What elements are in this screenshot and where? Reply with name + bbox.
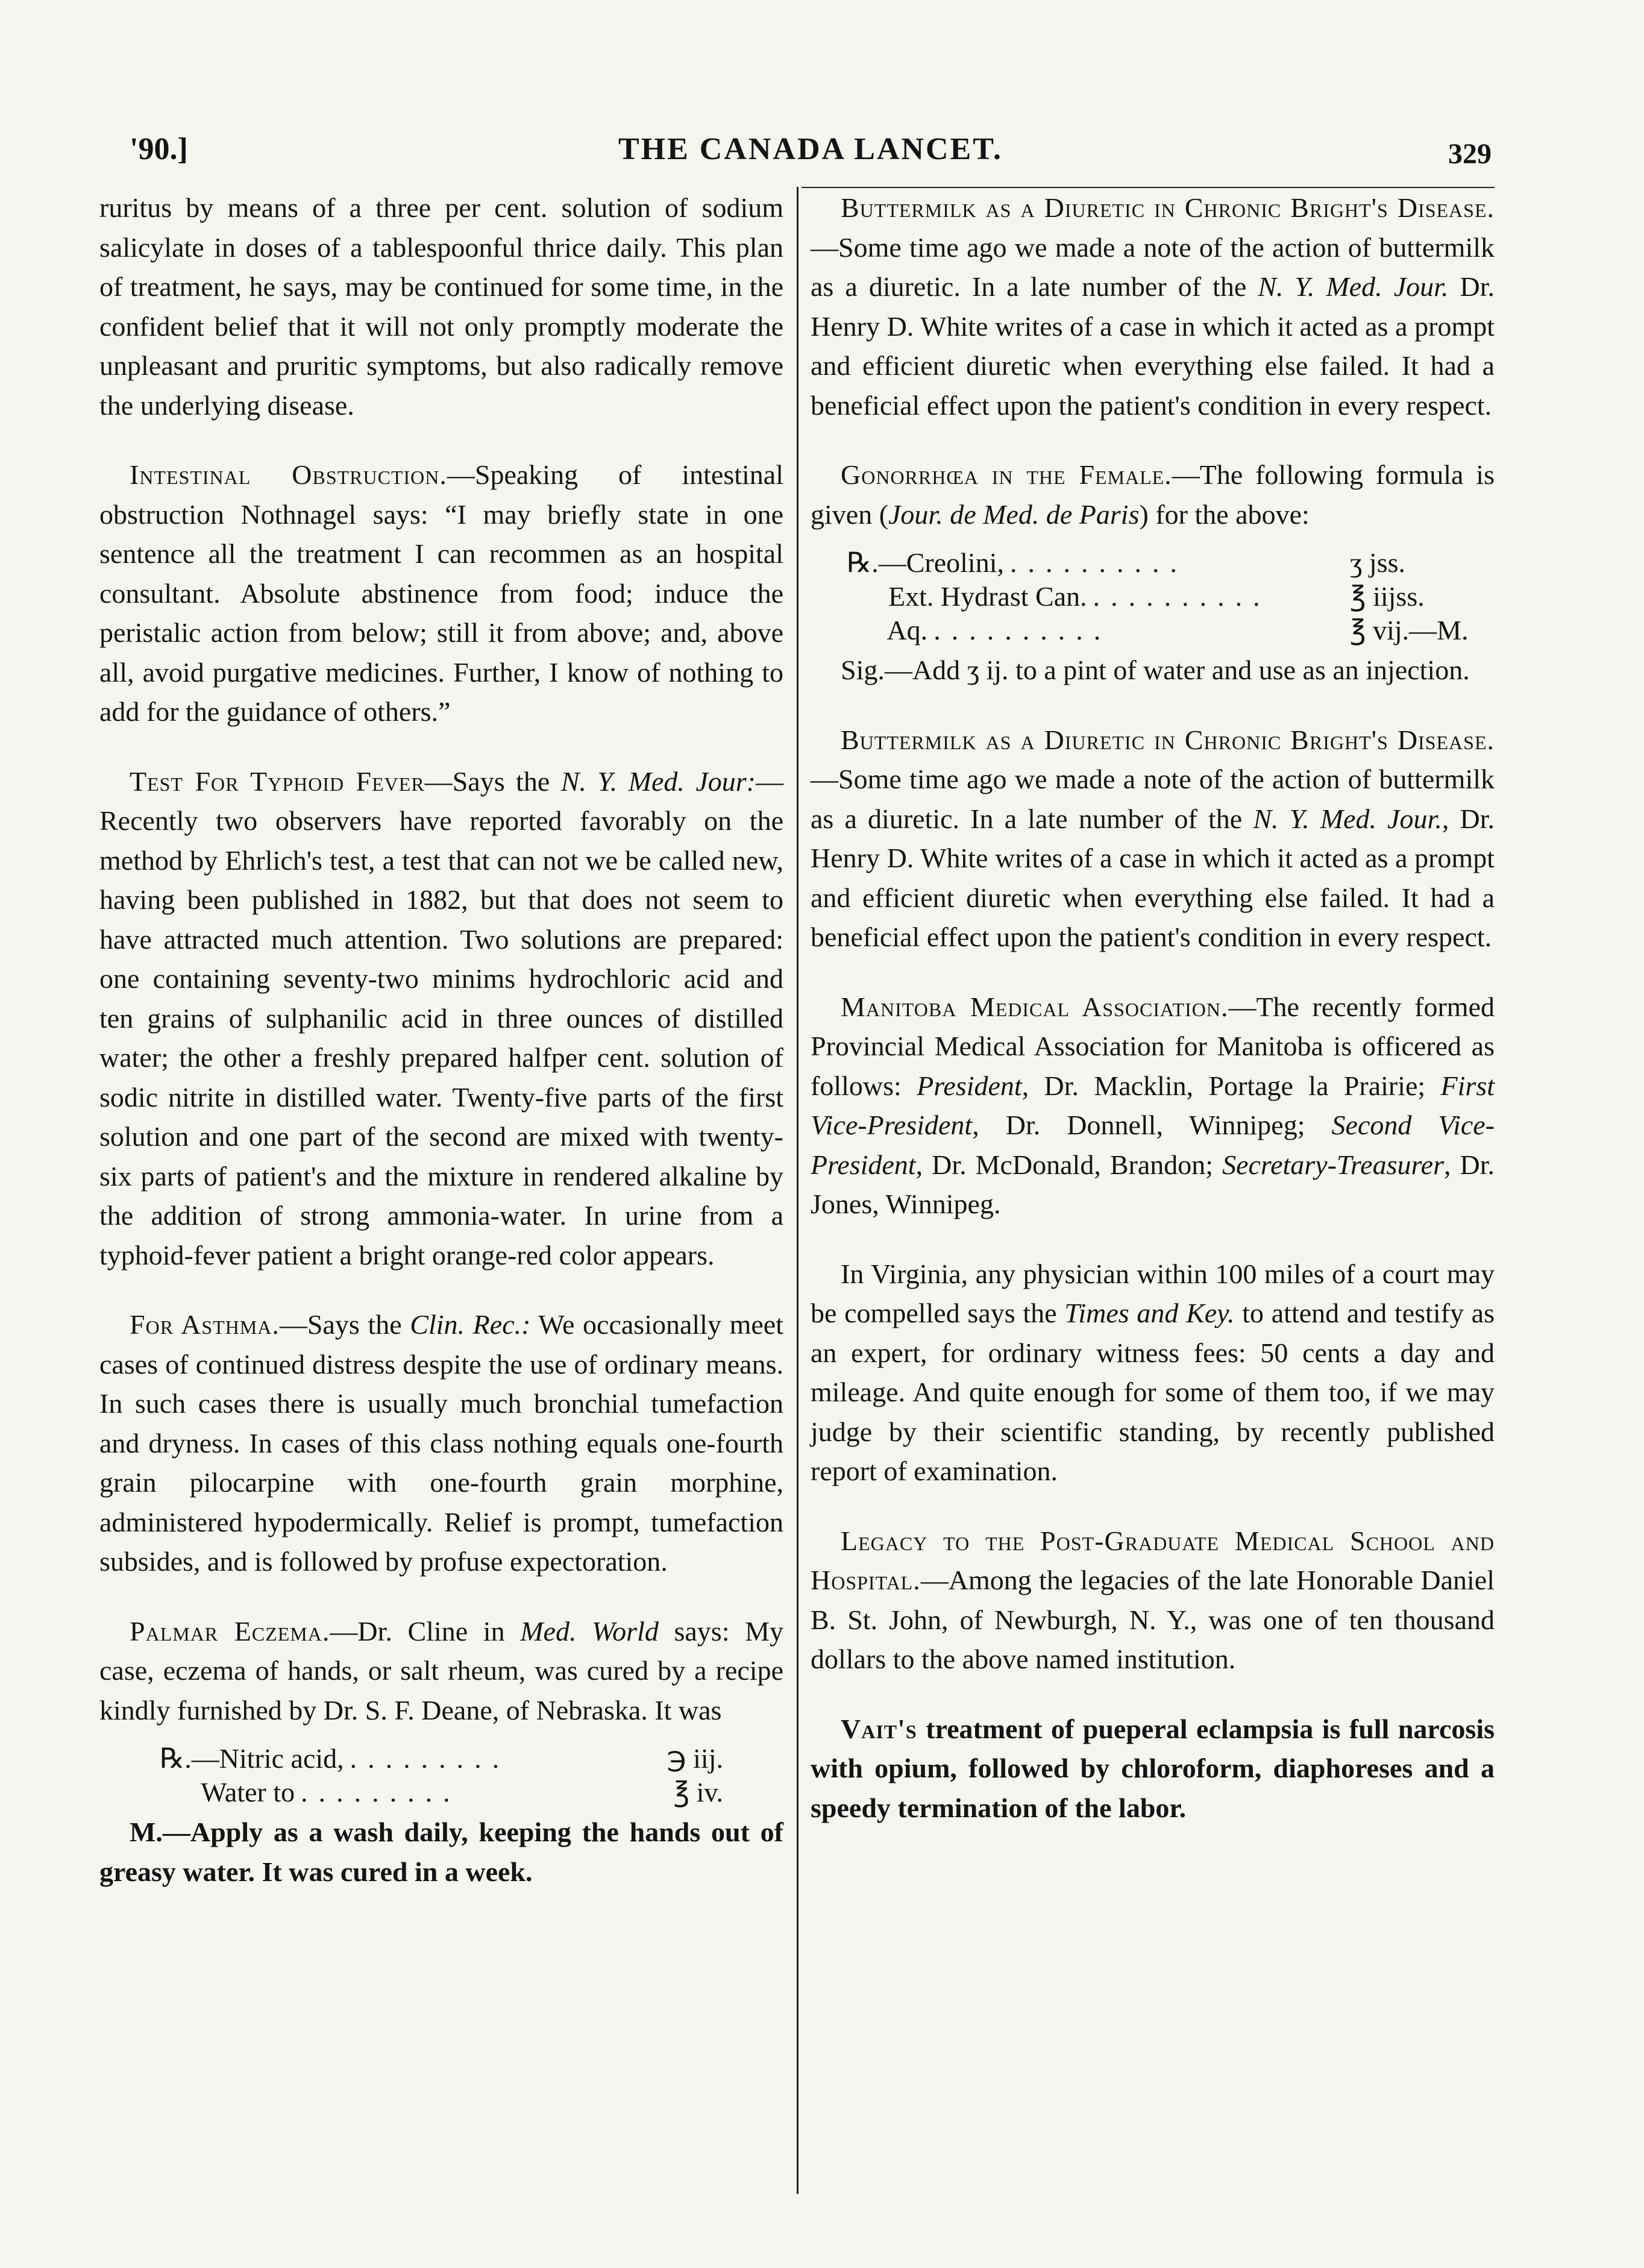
article-intestinal-obstruction — [99, 455, 783, 732]
article-body: ) for the above: — [1139, 498, 1310, 530]
article-palmar-eczema — [99, 1612, 783, 1730]
article-buttermilk-diuretic — [811, 188, 1495, 425]
right-column — [811, 188, 1495, 1827]
article-heading: Buttermilk as a Diuretic in Chronic Bright's Disease. — [841, 192, 1495, 223]
dose: ℈ iij. — [667, 1743, 723, 1774]
article-body: —Says the — [279, 1309, 410, 1340]
article-body: says: My case, eczema of hands, or salt rheum, was cured by a recipe kindly furnished by Dr. S. F. Deane, of Nebraska. It was — [99, 1615, 783, 1726]
article-body: Dr. Henry D. White writes of a case in which it acted as a prompt and efficient diuretic when everything else failed. It had a beneficial effect upon the patient's condition in every respect. — [811, 271, 1495, 421]
article-buttermilk-diuretic-repeat — [811, 720, 1495, 957]
article-body: —Speaking of intestinal obstruction Nothnagel says: “I may briefly state in one sentence all the treatment I can recommen as an hospital consultant. Absolute abstinence from food; induce the peristalic action from below; still it from above; and, above all, avoid purgative medicines. Further, I know of nothing to add for the guidance of others.” — [99, 459, 783, 727]
dose: ℥ vij.—M. — [1350, 615, 1469, 646]
article-heading: Test For Typhoid Fever — [130, 765, 425, 797]
article-asthma — [99, 1305, 783, 1582]
source-citation: Clin. Rec.: — [410, 1309, 531, 1340]
article-heading: Palmar Eczema. — [130, 1615, 330, 1647]
article-heading: Buttermilk as a Diuretic in Chronic Bright's Disease. — [841, 724, 1495, 755]
header-date: '90.] — [130, 132, 188, 166]
article-manitoba-association — [811, 987, 1495, 1224]
leader-dots: .......... — [1010, 547, 1188, 578]
leader-dots: .......... — [933, 615, 1112, 646]
article-body: We occasionally meet cases of continued distress despite the use of ordinary means. In such cases there is usually much bronchial tumefaction and dryness. In cases of this class nothing equals one-fourth grain pilocarpine with one-fourth grain morphine, administered hypodermically. Relief is prompt, tumefaction subsides, and is followed by profuse expectoration. — [99, 1309, 784, 1577]
article-vait-eclampsia — [811, 1709, 1495, 1828]
officer-title: First Vice-President — [811, 1070, 1495, 1140]
dose: ℥ iijss. — [1350, 581, 1425, 612]
prescription-line — [847, 611, 1482, 644]
article-body: —The recently formed Provincial Medical Association for Manitoba is officered as follows: — [811, 991, 1495, 1101]
article-body: —Among the legacies of the late Honorable Daniel B. St. John, of Newburgh, N. Y., was one of ten thousand dollars to the above named institution. — [811, 1565, 1495, 1674]
ingredient: Aq. — [847, 615, 928, 646]
officer-title: Second Vice-President — [811, 1110, 1495, 1180]
article-heading: Vait's — [841, 1713, 917, 1744]
source-citation: N. Y. Med. Jour. — [1253, 803, 1442, 834]
source-citation: Med. World — [520, 1615, 659, 1647]
ingredient: ℞.—Nitric acid, — [160, 1743, 344, 1774]
dose: ʒ jss. — [1350, 547, 1405, 578]
officer-title: President — [917, 1070, 1022, 1101]
source-citation: N. Y. Med. Jour. — [1258, 271, 1449, 302]
article-legacy — [811, 1521, 1495, 1679]
officer-name: , Dr. Macklin, Portage la Prairie; — [1021, 1070, 1441, 1101]
article-body: —Dr. Cline in — [330, 1615, 521, 1647]
prescription-line — [847, 543, 1482, 577]
page-number: 329 — [1448, 138, 1492, 170]
article-heading: Gonorrhœa in the Female. — [841, 459, 1172, 490]
article-body: —Says the — [424, 765, 561, 797]
prescription-directions: M.—Apply as a wash daily, keeping the hands out of greasy water. It was cured in a week. — [99, 1817, 783, 1887]
article-body: to attend and testify as an expert, for ordinary witness fees: 50 cents a day and mileage. And quite enough for some of them too, if we may judge by their scientific standing, by recently published report of examination. — [811, 1298, 1495, 1486]
page-header — [130, 125, 1492, 180]
officer-name: , Dr. Donnell, Winnipeg; — [972, 1110, 1332, 1140]
ingredient: Ext. Hydrast Can. — [847, 581, 1087, 612]
article-heading: Legacy to the Post-Graduate Medical School and Hospital. — [811, 1525, 1495, 1595]
prescription-line — [160, 1773, 723, 1806]
prescription-line — [847, 577, 1482, 611]
article-body: —The following formula is given ( — [811, 459, 1495, 530]
article-typhoid-test — [99, 762, 783, 1275]
article-heading: Intestinal Obstruction. — [130, 459, 447, 490]
article-gonorrhoea — [811, 455, 1495, 534]
left-column — [99, 188, 783, 1891]
article-heading: For Asthma. — [130, 1309, 280, 1340]
column-divider — [797, 187, 798, 2194]
article-body: —Some time ago we made a note of the action of buttermilk as a diuretic. In a late number of the — [811, 231, 1495, 302]
officer-title: Secretary-Treasurer — [1222, 1149, 1444, 1180]
ingredient: Water to — [160, 1777, 295, 1808]
ingredient: ℞.—Creolini, — [847, 547, 1004, 578]
source-citation: Times and Key. — [1064, 1298, 1235, 1328]
source-citation: N. Y. Med. Jour: — [560, 765, 756, 797]
continued-paragraph: ruritus by means of a three per cent. solution of sodium salicylate in doses of a tablespoonful thrice daily. This plan of treatment, he says, may be continued for some time, in the confident belief that it will not only promptly moderate the unpleasant and pruritic symptoms, but also radically remove the underlying disease. — [99, 192, 783, 421]
prescription — [99, 1739, 783, 1806]
officer-name: , Dr. Jones, Winnipeg. — [811, 1149, 1495, 1219]
article-virginia — [811, 1254, 1495, 1491]
officer-name: , Dr. McDonald, Brandon; — [915, 1149, 1223, 1180]
leader-dots: ......... — [301, 1777, 461, 1808]
prescription-line — [160, 1739, 723, 1773]
prescription-directions: Sig.—Add ʒ ij. to a pint of water and use as an injection. — [841, 655, 1470, 685]
journal-title: THE CANADA LANCET. — [618, 132, 1003, 166]
leader-dots: .......... — [1093, 581, 1271, 612]
prescription — [811, 543, 1495, 644]
article-body: —Some time ago we made a note of the action of buttermilk as a diuretic. In a late number of the — [811, 764, 1495, 834]
article-body: , Dr. Henry D. White writes of a case in which it acted as a prompt and efficient diuretic when everything else failed. It had a beneficial effect upon the patient's condition in every respect. — [811, 803, 1495, 952]
leader-dots: ......... — [350, 1743, 510, 1774]
source-citation: Jour. de Med. de Paris — [888, 498, 1140, 530]
article-body: —Recently two observers have reported favorably on the method by Ehrlich's test, a test that can not we be called new, having been published in 1882, but that does not seem to have attracted much attention. Two solutions are prepared: one containing seventy-two minims hydrochloric acid and ten grains of sulphanilic acid in three ounces of distilled water; the other a freshly prepared halfper cent. solution of sodic nitrite in distilled water. Twenty-five parts of the first solution and one part of the second are mixed with twenty-six parts of patient's and the mixture in rendered alkaline by the addition of strong ammonia-water. In urine from a typhoid-fever patient a bright orange-red color appears. — [99, 765, 783, 1271]
article-heading: Manitoba Medical Association. — [841, 991, 1229, 1022]
article-body: In Virginia, any physician within 100 miles of a court may be compelled says the — [811, 1258, 1495, 1328]
article-body: treatment of pueperal eclampsia is full narcosis with opium, followed by chloroform, diaphoreses and a speedy termination of the labor. — [811, 1713, 1495, 1823]
dose: ℥ iv. — [673, 1777, 723, 1808]
